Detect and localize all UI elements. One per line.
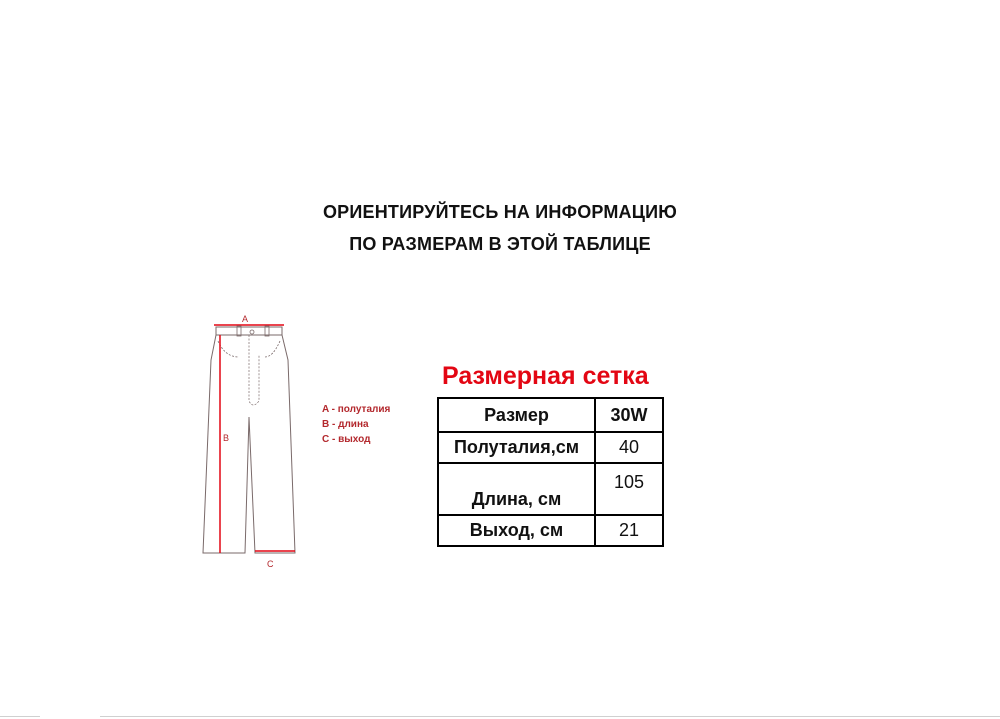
row-label-half-waist: Полуталия,см bbox=[438, 432, 595, 463]
divider bbox=[100, 716, 1000, 717]
size-grid-title: Размерная сетка bbox=[442, 362, 649, 390]
heading bbox=[0, 196, 1000, 260]
legend-item-a: A - полуталия bbox=[322, 404, 391, 415]
table-row bbox=[438, 432, 663, 463]
row-value-length: 105 bbox=[595, 463, 663, 515]
row-value-size: 30W bbox=[595, 398, 663, 432]
row-value-half-waist: 40 bbox=[595, 432, 663, 463]
divider bbox=[0, 716, 40, 717]
label-a: A bbox=[242, 314, 249, 324]
label-c: C bbox=[267, 559, 274, 569]
fly-seam bbox=[249, 335, 259, 405]
table-row bbox=[438, 398, 663, 432]
heading-line-2: ПО РАЗМЕРАМ В ЭТОЙ ТАБЛИЦЕ bbox=[349, 234, 651, 254]
row-label-leg-opening: Выход, см bbox=[438, 515, 595, 546]
table-row bbox=[438, 463, 663, 515]
pants-diagram bbox=[185, 305, 305, 575]
waistband bbox=[216, 327, 282, 335]
size-table bbox=[437, 397, 664, 547]
table-row bbox=[438, 515, 663, 546]
left-pocket bbox=[218, 341, 239, 357]
heading-line-1: ОРИЕНТИРУЙТЕСЬ НА ИНФОРМАЦИЮ bbox=[322, 202, 678, 222]
legend-item-c: C - выход bbox=[322, 434, 371, 445]
label-b: B bbox=[223, 433, 230, 443]
row-label-length: Длина, см bbox=[438, 463, 595, 515]
row-label-size: Размер bbox=[438, 398, 595, 432]
right-pocket bbox=[265, 341, 280, 357]
button bbox=[250, 330, 254, 334]
legend-item-b: B - длина bbox=[322, 419, 369, 430]
diagram-legend bbox=[322, 402, 390, 447]
row-value-leg-opening: 21 bbox=[595, 515, 663, 546]
